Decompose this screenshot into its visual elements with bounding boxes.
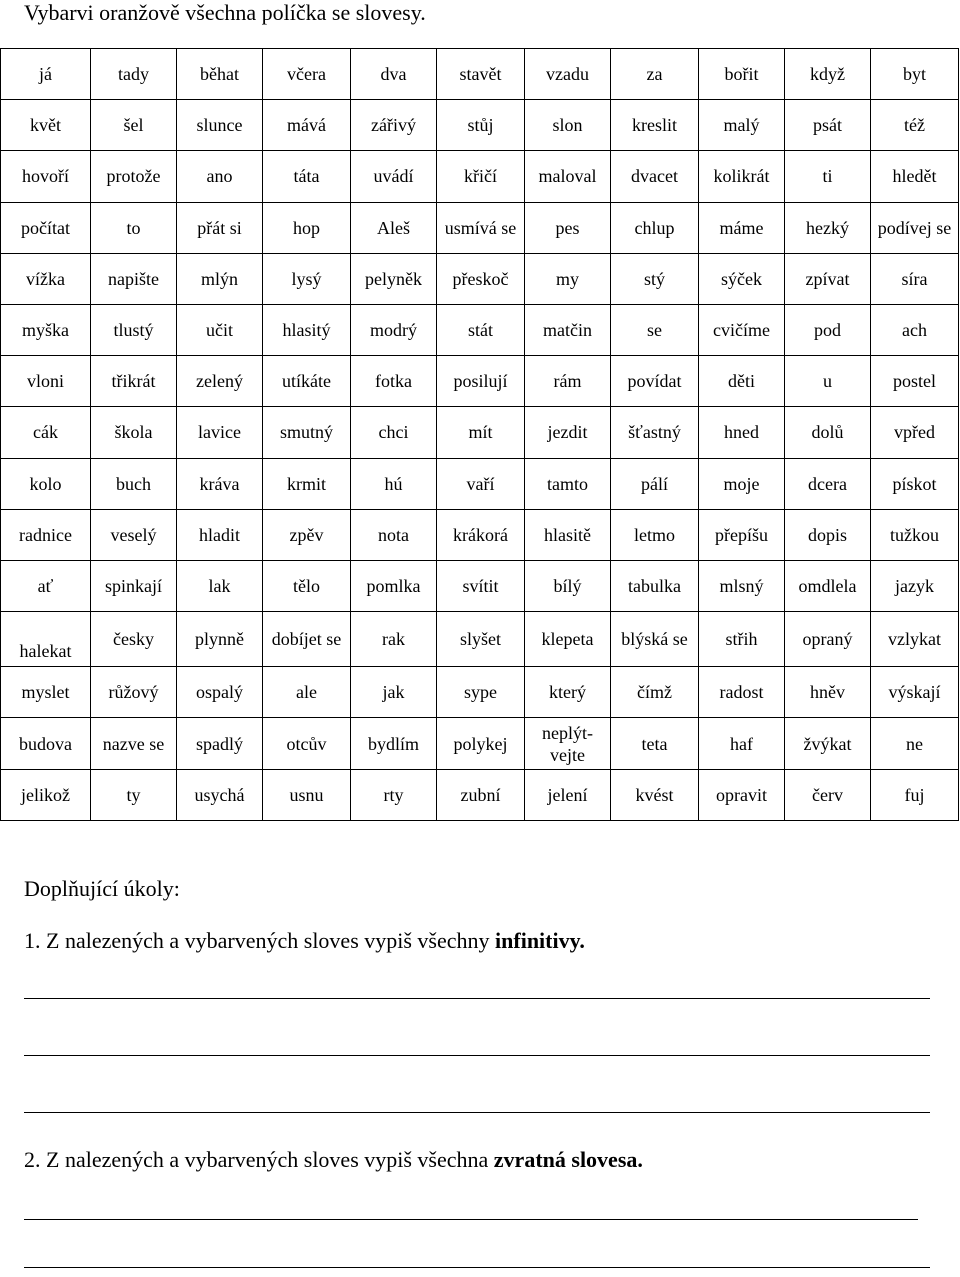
word-cell[interactable]: ty: [91, 769, 177, 820]
word-cell[interactable]: pomlka: [351, 560, 437, 611]
word-cell[interactable]: my: [525, 253, 611, 304]
word-cell[interactable]: cvičíme: [699, 304, 785, 355]
word-cell[interactable]: dobíjet se: [263, 612, 351, 667]
word-cell[interactable]: bydlím: [351, 718, 437, 769]
word-cell[interactable]: dolů: [785, 407, 871, 458]
word-cell[interactable]: blýská se: [611, 612, 699, 667]
word-cell[interactable]: postel: [871, 356, 959, 407]
word-cell[interactable]: dopis: [785, 509, 871, 560]
word-cell[interactable]: za: [611, 49, 699, 100]
word-cell[interactable]: zářivý: [351, 100, 437, 151]
word-cell[interactable]: třikrát: [91, 356, 177, 407]
word-cell[interactable]: mává: [263, 100, 351, 151]
word-cell[interactable]: spadlý: [177, 718, 263, 769]
word-cell[interactable]: žvýkat: [785, 718, 871, 769]
word-cell[interactable]: čímž: [611, 667, 699, 718]
word-cell[interactable]: česky: [91, 612, 177, 667]
word-cell[interactable]: letmo: [611, 509, 699, 560]
word-cell[interactable]: sýček: [699, 253, 785, 304]
word-cell[interactable]: myslet: [1, 667, 91, 718]
word-cell[interactable]: mlsný: [699, 560, 785, 611]
answer-line[interactable]: [24, 1219, 918, 1220]
word-cell[interactable]: kreslit: [611, 100, 699, 151]
word-cell[interactable]: zpívat: [785, 253, 871, 304]
grid-row: [1, 49, 959, 100]
word-cell[interactable]: vzadu: [525, 49, 611, 100]
word-cell[interactable]: ne: [871, 718, 959, 769]
word-cell[interactable]: dvacet: [611, 151, 699, 202]
word-cell[interactable]: dva: [351, 49, 437, 100]
word-cell[interactable]: myška: [1, 304, 91, 355]
grid-row: [1, 560, 959, 611]
word-cell[interactable]: běhat: [177, 49, 263, 100]
word-cell[interactable]: malý: [699, 100, 785, 151]
word-cell[interactable]: máme: [699, 202, 785, 253]
word-cell[interactable]: teta: [611, 718, 699, 769]
word-cell[interactable]: usmívá se: [437, 202, 525, 253]
word-cell[interactable]: jelikož: [1, 769, 91, 820]
word-cell[interactable]: klepeta: [525, 612, 611, 667]
word-cell[interactable]: hněv: [785, 667, 871, 718]
word-cell[interactable]: ospalý: [177, 667, 263, 718]
answer-line[interactable]: [24, 1112, 930, 1113]
word-cell[interactable]: chlup: [611, 202, 699, 253]
word-cell[interactable]: to: [91, 202, 177, 253]
word-cell[interactable]: tabulka: [611, 560, 699, 611]
word-cell[interactable]: usnu: [263, 769, 351, 820]
word-cell[interactable]: tužkou: [871, 509, 959, 560]
word-cell[interactable]: jak: [351, 667, 437, 718]
word-cell[interactable]: když: [785, 49, 871, 100]
word-cell[interactable]: ať: [1, 560, 91, 611]
word-cell[interactable]: tlustý: [91, 304, 177, 355]
word-cell[interactable]: povídat: [611, 356, 699, 407]
word-cell[interactable]: hned: [699, 407, 785, 458]
word-cell[interactable]: šťastný: [611, 407, 699, 458]
grid-row: [1, 718, 959, 769]
word-cell[interactable]: vaří: [437, 458, 525, 509]
word-cell[interactable]: tamto: [525, 458, 611, 509]
answer-line[interactable]: [24, 1055, 930, 1056]
word-cell[interactable]: hlasitý: [263, 304, 351, 355]
grid-row: [1, 304, 959, 355]
word-cell[interactable]: opravit: [699, 769, 785, 820]
tasks-heading: Doplňující úkoly:: [24, 876, 180, 901]
word-cell[interactable]: lavice: [177, 407, 263, 458]
word-cell[interactable]: já: [1, 49, 91, 100]
word-cell[interactable]: smutný: [263, 407, 351, 458]
word-cell[interactable]: přepíšu: [699, 509, 785, 560]
word-cell[interactable]: krákorá: [437, 509, 525, 560]
word-cell[interactable]: vzlykat: [871, 612, 959, 667]
word-cell[interactable]: lak: [177, 560, 263, 611]
word-cell[interactable]: Aleš: [351, 202, 437, 253]
grid-row: [1, 769, 959, 820]
word-cell[interactable]: buch: [91, 458, 177, 509]
word-cell[interactable]: protože: [91, 151, 177, 202]
word-cell[interactable]: pískot: [871, 458, 959, 509]
word-cell[interactable]: nota: [351, 509, 437, 560]
word-cell[interactable]: kolikrát: [699, 151, 785, 202]
word-cell[interactable]: posilují: [437, 356, 525, 407]
word-cell[interactable]: střih: [699, 612, 785, 667]
word-cell[interactable]: plynně: [177, 612, 263, 667]
word-cell[interactable]: který: [525, 667, 611, 718]
word-cell[interactable]: napište: [91, 253, 177, 304]
word-cell[interactable]: rak: [351, 612, 437, 667]
word-cell[interactable]: matčin: [525, 304, 611, 355]
word-cell[interactable]: uvádí: [351, 151, 437, 202]
word-cell[interactable]: růžový: [91, 667, 177, 718]
word-cell[interactable]: ti: [785, 151, 871, 202]
answer-line[interactable]: [24, 998, 930, 999]
word-cell[interactable]: slyšet: [437, 612, 525, 667]
word-cell[interactable]: jezdit: [525, 407, 611, 458]
word-cell[interactable]: slon: [525, 100, 611, 151]
word-cell[interactable]: fotka: [351, 356, 437, 407]
word-cell[interactable]: jazyk: [871, 560, 959, 611]
task-2: [24, 1146, 643, 1174]
word-cell[interactable]: u: [785, 356, 871, 407]
word-cell[interactable]: květ: [1, 100, 91, 151]
word-cell[interactable]: hlasitě: [525, 509, 611, 560]
grid-row: [1, 356, 959, 407]
grid-row: [1, 509, 959, 560]
word-cell[interactable]: vížka: [1, 253, 91, 304]
word-cell[interactable]: cák: [1, 407, 91, 458]
word-cell[interactable]: spinkají: [91, 560, 177, 611]
word-cell[interactable]: polykej: [437, 718, 525, 769]
task-1-keyword: infinitivy.: [495, 928, 585, 953]
word-cell[interactable]: křičí: [437, 151, 525, 202]
word-cell[interactable]: usychá: [177, 769, 263, 820]
word-cell[interactable]: budova: [1, 718, 91, 769]
word-cell[interactable]: zubní: [437, 769, 525, 820]
answer-line[interactable]: [24, 1267, 930, 1268]
word-cell[interactable]: ano: [177, 151, 263, 202]
word-cell[interactable]: radnice: [1, 509, 91, 560]
task-2-keyword: zvratná slovesa.: [493, 1147, 643, 1172]
grid-row: [1, 253, 959, 304]
word-cell[interactable]: nazve se: [91, 718, 177, 769]
task-1: [24, 927, 585, 955]
word-cell[interactable]: rty: [351, 769, 437, 820]
word-cell[interactable]: zelený: [177, 356, 263, 407]
word-cell[interactable]: hop: [263, 202, 351, 253]
word-cell[interactable]: zpěv: [263, 509, 351, 560]
word-cell[interactable]: učit: [177, 304, 263, 355]
word-cell[interactable]: vpřed: [871, 407, 959, 458]
word-cell[interactable]: šel: [91, 100, 177, 151]
word-cell[interactable]: pod: [785, 304, 871, 355]
word-grid: [0, 48, 959, 821]
task-1-text: 1. Z nalezených a vybarvených sloves vypiš všechny: [24, 928, 496, 953]
word-cell[interactable]: lysý: [263, 253, 351, 304]
word-cell[interactable]: přeskoč: [437, 253, 525, 304]
task-2-text: 2. Z nalezených a vybarvených sloves vypiš všechna: [24, 1147, 494, 1172]
word-cell[interactable]: hledět: [871, 151, 959, 202]
word-cell[interactable]: výskají: [871, 667, 959, 718]
word-cell[interactable]: svítit: [437, 560, 525, 611]
word-cell[interactable]: děti: [699, 356, 785, 407]
word-cell[interactable]: ale: [263, 667, 351, 718]
grid-row: [1, 612, 959, 667]
word-cell[interactable]: byt: [871, 49, 959, 100]
word-cell[interactable]: opraný: [785, 612, 871, 667]
word-cell[interactable]: neplýt-vejte: [525, 718, 611, 769]
word-cell[interactable]: kráva: [177, 458, 263, 509]
grid-row: [1, 100, 959, 151]
word-cell[interactable]: pes: [525, 202, 611, 253]
word-cell[interactable]: včera: [263, 49, 351, 100]
word-cell[interactable]: tady: [91, 49, 177, 100]
word-cell[interactable]: omdlela: [785, 560, 871, 611]
word-cell[interactable]: krmit: [263, 458, 351, 509]
word-cell[interactable]: stý: [611, 253, 699, 304]
word-cell[interactable]: se: [611, 304, 699, 355]
word-cell[interactable]: hovoří: [1, 151, 91, 202]
word-cell[interactable]: přát si: [177, 202, 263, 253]
word-cell[interactable]: otcův: [263, 718, 351, 769]
word-cell[interactable]: moje: [699, 458, 785, 509]
word-cell[interactable]: ach: [871, 304, 959, 355]
word-cell[interactable]: též: [871, 100, 959, 151]
word-cell[interactable]: utíkáte: [263, 356, 351, 407]
word-cell[interactable]: počítat: [1, 202, 91, 253]
word-cell[interactable]: jelení: [525, 769, 611, 820]
word-cell[interactable]: pelyněk: [351, 253, 437, 304]
word-cell[interactable]: hladit: [177, 509, 263, 560]
word-cell[interactable]: veselý: [91, 509, 177, 560]
word-cell[interactable]: tělo: [263, 560, 351, 611]
word-cell[interactable]: stavět: [437, 49, 525, 100]
word-cell[interactable]: vloni: [1, 356, 91, 407]
word-cell[interactable]: halekat: [1, 612, 91, 667]
grid-row: [1, 458, 959, 509]
grid-row: [1, 202, 959, 253]
word-cell[interactable]: podívej se: [871, 202, 959, 253]
word-cell[interactable]: dcera: [785, 458, 871, 509]
word-cell[interactable]: hú: [351, 458, 437, 509]
word-cell[interactable]: sype: [437, 667, 525, 718]
word-cell[interactable]: psát: [785, 100, 871, 151]
word-cell[interactable]: hezký: [785, 202, 871, 253]
word-cell[interactable]: pálí: [611, 458, 699, 509]
word-cell[interactable]: táta: [263, 151, 351, 202]
word-cell[interactable]: bořit: [699, 49, 785, 100]
word-cell[interactable]: chci: [351, 407, 437, 458]
word-cell[interactable]: stůj: [437, 100, 525, 151]
word-cell[interactable]: červ: [785, 769, 871, 820]
word-cell[interactable]: mít: [437, 407, 525, 458]
word-cell[interactable]: fuj: [871, 769, 959, 820]
word-cell[interactable]: kolo: [1, 458, 91, 509]
word-cell[interactable]: maloval: [525, 151, 611, 202]
word-cell[interactable]: modrý: [351, 304, 437, 355]
word-cell[interactable]: kvést: [611, 769, 699, 820]
grid-row: [1, 667, 959, 718]
word-cell[interactable]: haf: [699, 718, 785, 769]
word-cell[interactable]: mlýn: [177, 253, 263, 304]
grid-row: [1, 151, 959, 202]
worksheet-instruction: Vybarvi oranžově všechna políčka se slovesy.: [24, 0, 426, 25]
word-cell[interactable]: stát: [437, 304, 525, 355]
word-cell[interactable]: bílý: [525, 560, 611, 611]
word-cell[interactable]: slunce: [177, 100, 263, 151]
word-cell[interactable]: škola: [91, 407, 177, 458]
word-cell[interactable]: rám: [525, 356, 611, 407]
grid-row: [1, 407, 959, 458]
word-cell[interactable]: síra: [871, 253, 959, 304]
word-cell[interactable]: radost: [699, 667, 785, 718]
